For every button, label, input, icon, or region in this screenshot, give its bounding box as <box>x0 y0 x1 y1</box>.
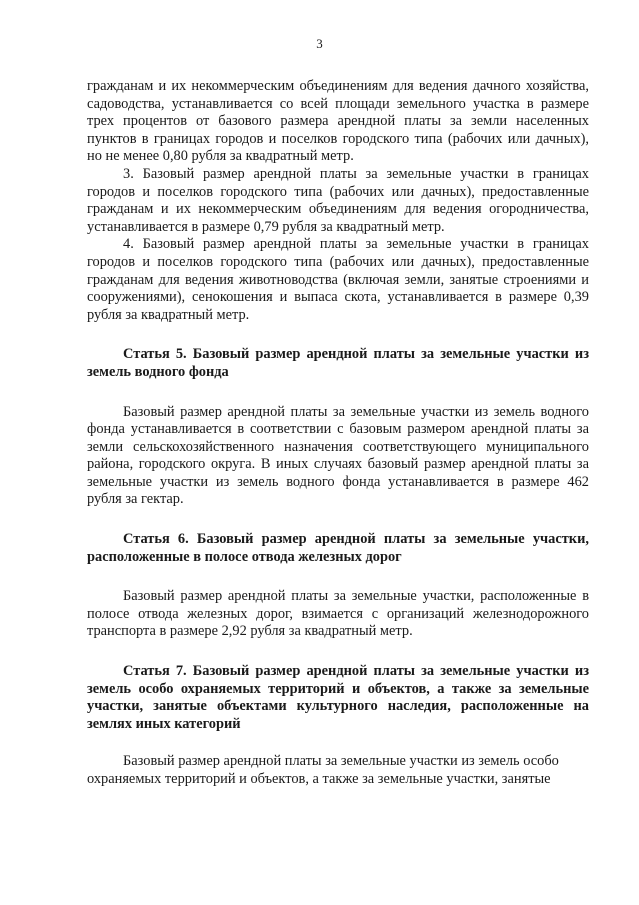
article-6-heading: Статья 6. Базовый размер арендной платы за земельные участки, расположенные в полосе отвода железных дорог <box>87 531 589 565</box>
document-body <box>87 78 589 789</box>
paragraph-item-4: 4. Базовый размер арендной платы за земельные участки в границах городов и поселков городского типа (рабочих или дачных), предоставленные гражданам для ведения животноводства (включая земли, занятые строениями и сооружениями), сенокошения и выпаса скота, устанавливается в размере 0,39 рубля за квадратный метр. <box>87 236 589 323</box>
article-5-body: Базовый размер арендной платы за земельные участки из земель водного фонда устанавливается в соответствии с базовым размером арендной платы за земли сельскохозяйственного назначения соответствующего муниципального района, городского округа. В иных случаях базовый размер арендной платы за земельные участки из земель водного фонда устанавливается в размере 462 рубля за гектар. <box>87 403 589 508</box>
article-7-body: Базовый размер арендной платы за земельные участки из земель особо охраняемых территорий и объектов, а также за земельные участки, занятые <box>87 753 559 787</box>
article-5-heading: Статья 5. Базовый размер арендной платы за земельные участки из земель водного фонда <box>87 346 589 380</box>
article-6-body: Базовый размер арендной платы за земельные участки, расположенные в полосе отвода железных дорог, взимается с организаций железнодорожного транспорта в размере 2,92 рубля за квадратный метр. <box>87 588 589 640</box>
article-7-heading: Статья 7. Базовый размер арендной платы за земельные участки из земель особо охраняемых территорий и объектов, а также за земельные участки, занятые объектами культурного наследия, расположенные на землях иных категорий <box>87 663 589 732</box>
page-number: 3 <box>316 36 323 51</box>
paragraph-continuation: гражданам и их некоммерческим объединениям для ведения дачного хозяйства, садоводства, устанавливается со всей площади земельного участка в размере трех процентов от базового размера арендной платы за земли населенных пунктов в границах городов и поселков городского типа (рабочих или дачных), но не менее 0,80 рубля за квадратный метр. <box>87 78 589 165</box>
paragraph-item-3: 3. Базовый размер арендной платы за земельные участки в границах городов и поселков городского типа (рабочих или дачных), предоставленные гражданам и их некоммерческим объединениям для ведения огородничества, устанавливается в размере 0,79 рубля за квадратный метр. <box>87 165 589 235</box>
